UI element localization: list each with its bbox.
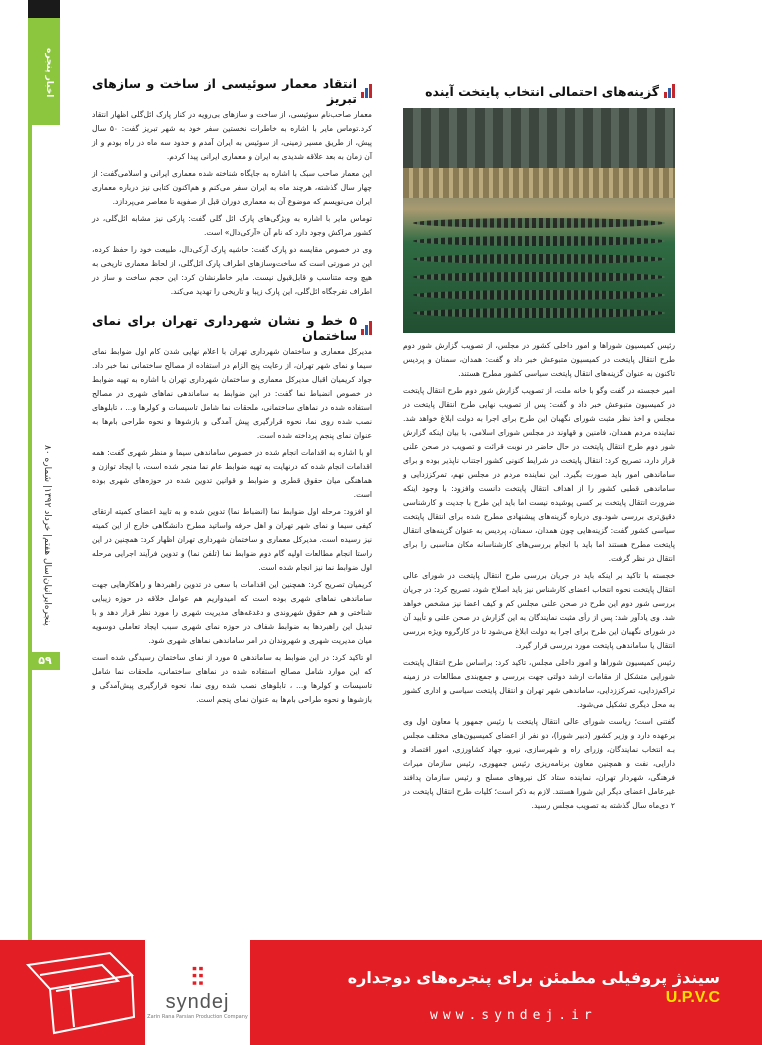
article-paragraph: او تاکید کرد: در این ضوابط به ساماندهی ۵ مورد از نمای ساختمان رسیدگی شده است که این موارد شامل مصالح استفاده شده در نماهای ساختمانی، ملحقات نما شامل تاسیسات و کولرها و... ، تابلوهای نصب شده روی نما، نحوه قرارگیری پیش‌آمدگی و بازشوها و نحوه طراحی بام‌ها به عنوان نمای پنجم است. <box>92 653 372 704</box>
right-column <box>403 80 675 816</box>
slogan-persian: سیندژ پروفیلی مطمئن برای پنجره‌های دوجداره <box>347 968 720 987</box>
article-paragraph: این معمار صاحب سبک با اشاره به جایگاه شناخته شده معماری ایرانی و اسلامی‌گفت: از چهار سال گذشته، هرچند ماه به ایران سفر می‌کنم و هم‌اکنون کتابی نیز درباره معماری ایران می‌نویسم که موضوع آن به معماری دوران قبل از صفویه تا معاصر می‌پردازد. <box>92 169 372 206</box>
photo-caption: رئیس کمیسیون شوراها و امور داخلی کشور در مجلس، از تصویب گزارش شور دوم طرح انتقال پایتخت در کمیسیون متبوعش خبر داد و گفت: همدان، سمنان و پردیس تاکنون به عنوان گزینه‌های انتقال پایتخت سیاسی کشور مطرح هستند. <box>403 341 675 378</box>
article-headline <box>92 76 372 106</box>
brand-subtitle: Zarin Rana Parsian Production Company <box>147 1014 248 1020</box>
footer-slogan <box>340 968 720 1007</box>
article-paragraph: خجسته با تاکید بر اینکه باید در جریان بررسی طرح انتقال پایتخت در شورای عالی انتقال پایتخت نحوه انتخاب اعضای کارشناس نیز باید اصلاح شود، تصریح کرد: در جریان بررسی شور دوم این طرح در صحن علنی مجلس کم و کیف اعضا نیز مشخص خواهد شد. وی یادآور شد: پس از رأی مثبت نمایندگان به این گزارش در صحن علنی و تأیید آن در شورای نگهبان این طرح برای اجرا به دولت ابلاغ می‌شود تا در کارگروه ویژه بررسی انتقال یا ساماندهی پایتخت مورد بررسی قرار گیرد. <box>403 571 675 650</box>
page-number: ۵۹ <box>30 652 60 670</box>
bars-icon <box>663 84 675 98</box>
bars-icon <box>361 84 372 98</box>
issue-line: پنجره‌ایرانیان|سال هفتم| خرداد ۱۳۹۲| شماره ۸۰ <box>42 444 52 626</box>
article-headline <box>92 313 372 343</box>
article-paragraph: وی در خصوص مقایسه دو پارک گفت: حاشیه پارک آرکی‌دال، طبیعت خود را حفظ کرده، این در صورتی است که ساخت‌وسازهای اطراف پارک ائل‌گلی، از لحاظ معماری تاریخی به هیچ وجه متناسب و قابل‌قبول نیست. مایر خاطرنشان کرد: این حجم ساخت و ساز در اطراف تفرجگاه ائل‌گلی، این پارک زیبا و تاریخی را تهدید می‌کند. <box>92 245 372 296</box>
bars-icon <box>361 321 372 335</box>
headline-text: گزینه‌های احتمالی انتخاب پایتخت آینده <box>425 83 659 99</box>
side-strip <box>0 0 28 940</box>
window-frame-icon <box>20 945 140 1040</box>
section-tab-cap <box>28 0 60 18</box>
article-paragraph: رئیس کمیسیون شوراها و امور داخلی مجلس، تاکید کرد: براساس طرح انتقال پایتخت شورایی متشکل از مقامات ارشد دولتی جهت بررسی و جمع‌بندی مطالعات در زمینه تراکم‌زدایی، تمرکززدایی، ساماندهی شهر تهران و انتقال پایتخت سیاسی و اداری کشور به محل دیگری تشکیل می‌شود. <box>403 658 675 709</box>
slogan-latin: U.P.V.C <box>665 989 720 1006</box>
parliament-photo <box>403 108 675 333</box>
article-headline <box>403 80 675 102</box>
side-green-line <box>28 0 32 940</box>
article-paragraph: توماس مایر با اشاره به ویژگی‌های پارک ائل گلی گفت: پارکی نیز مشابه ائل‌گلی، در کشور مراکش وجود دارد که نام آن «آرکی‌دال» است. <box>92 214 372 237</box>
article-paragraph: گفتنی است؛ ریاست شورای عالی انتقال پایتخت با رئیس جمهور یا معاون اول وی برعهده دارد و وزیر کشور (دبیر شورا)، دو نفر از اعضای کمیسیون‌های مختلف مجلس بـه انتخاب نمایندگان، وزرای راه و شهرسازی، نیرو، جهاد کشاورزی، امور اقتصاد و دارایی، نفت و همچنین معاون برنامه‌ریزی رئیس جمهوری، رئیس سازمان میراث فرهنگی، شهردار تهران، نماینده ستاد کل نیروهای مسلح و رئیس سازمان پدافند غیرعامل اعضای دیگر این شورا هستند. لازم به ذکر است؛ کلیات طرح انتقال پایتخت در ۲ دی‌ماه سال گذشته به تصویب مجلس رسید. <box>403 717 675 810</box>
left-column <box>92 76 372 710</box>
article-paragraph: معمار صاحب‌نام سوئیسی، از ساخت و سازهای بی‌رویه در کنار پارک ائل‌گلی اظهار انتقاد کرد.توماس مایر با اشاره به خاطرات نخستین سفر خود به شهر تبریز گفت: ۵۰ سال پیش، از طریق مسیر زمینی، از سوئیس به ایران آمدم و حدود سه ماه در راه بودم و از آن زمان به بعد علاقه شدیدی به ایران و معماری ایرانی پیدا کردم. <box>92 110 372 161</box>
article-paragraph: او افزود: مرحله اول ضوابط نما (انضباط نما) تدوین شده و به تایید اعضای کمیته ارتقای کیفی سیما و نمای شهر تهران و اهل حرفه واساتید مطرح دانشگاهی خارج از این کمیته نیز رسیده است. مدیرکل معماری و ساختمان شهرداری تهران اظهار کرد: همچنین در این راستا انجام مطالعات اولیه گام دوم ضوابط نما (تلفن نما) و تدوین فرآیند اجرایی مرحله اول ضوابط نما نیز انجام شده است. <box>92 507 372 572</box>
article-paragraph: مدیرکل معماری و ساختمان شهرداری تهران با اعلام نهایی شدن کام اول ضوابط نمای سیما و نمای شهر تهران، از رعایت پنج الزام در استفاده از مصالح ساختمانی نما خبر داد. جواد کریمیان اقبال مدیرکل معماری و ساختمان شهرداری تهران با اشاره به تهیه ضوابط در خصوص انضباط نما گفت: در این ضوابط به ساماندهی نماهای شهری در مصالح استفاده شده در نماهای ساختمانی، ملحقات نما شامل تاسیسات و کولرها و... ، تابلوهای نصب شده روی نما، نحوه قرارگیری پیش آمدگی و بازشوها و نحوه طراحی بام‌ها به عنوان نمای پنجم پرداخته شده است. <box>92 347 372 440</box>
brand-logo <box>145 940 250 1045</box>
brand-name: syndej <box>165 991 230 1013</box>
section-tab-label: اخبار پنجره <box>44 48 54 98</box>
article-paragraph: او با اشاره به اقدامات انجام شده در خصوص ساماندهی سیما و منظر شهری گفت: همه اقدامات انجام شده که درنهایت به تهیه ضوابط عام نما منجر شده است، با ایجاد توازن و هماهنگی میان حقوق قطری و ضوابط و قوانین تدوین شده در حوزه‌های شهری بوده است. <box>92 448 372 499</box>
headline-text: ۵ خط و نشان شهرداری تهران برای نمای ساختمان <box>92 313 357 343</box>
article-paragraph: امیر خجسته در گفت وگو با خانه ملت، از تصویب گزارش شور دوم طرح انتقال پایتخت در کمیسیون متبوعش خبر داد و گفت: پس از تصویب نهایی طرح انتقال پایتخت در مجلس و اخذ نظر مثبت شورای نگهبان این طرح برای اجرا به دولت ابلاغ خواهد شد. نماینده مردم همدان، فامنین و قهاوند در مجلس شورای اسلامی، با بیان اینکه گزارش شور دوم طرح انتقال پایتخت در حال حاضر در نوبت قرائت و تصویب در صحن علنی قرار دارد، تصریح کرد: انتقال پایتخت در شرایط کنونی کشور اجتناب ناپذیر بوده و برای ساماندهی امور باید صورت بگیرد. این نماینده مردم در مجلس نهم، تمرکززدایی و ساماندهی قطبی کشور را از اهداف انتقال پایتخت دانست وافزود: با وجود اینکه ضرورت انتقال پایتخت بر کسی پوشیده نیست اما باید این طرح با جدیت و کارشناسی دقیق‌تری بررسی شود.وی درباره گزینه‌های پیشنهادی مطرح شده برای انتقال پایتخت سیاسی کشور گفت: گزینه‌هایی چون همدان، سمنان، پردیس به عنوان گزینه‌های انتقال پایتخت مطرح هستند اما باید با انجام بررسی‌های کارشناسانه مکان مناسبی را برای انتقال در نظر گرفت. <box>403 386 675 563</box>
headline-text: انتقاد معمار سوئیسی از ساخت و سازهای تبریز <box>92 76 357 106</box>
article-paragraph: کریمیان تصریح کرد: همچنین این اقدامات با سعی در تدوین راهبردها و راهکارهایی جهت ساماندهی نماهای شهری بوده است که امیدواریم هم عوامل خلاقه در حوزه زیبایی شناختی و هم حقوق شهروندی و دغدغه‌های مدیریت شهری را مورد نظر قرار دهد و با تبدیل این راهبردها به ضوابط شفاف در حوزه نمای شهری سبب ایجاد تعاملی دوسویه میان مدیریت شهری و شهروندان در امر ساماندهی نماهای شهری شود. <box>92 580 372 645</box>
brand-mark-icon: ⫶⫶ <box>191 963 204 993</box>
website-link[interactable]: www.syndej.ir <box>430 1008 597 1023</box>
